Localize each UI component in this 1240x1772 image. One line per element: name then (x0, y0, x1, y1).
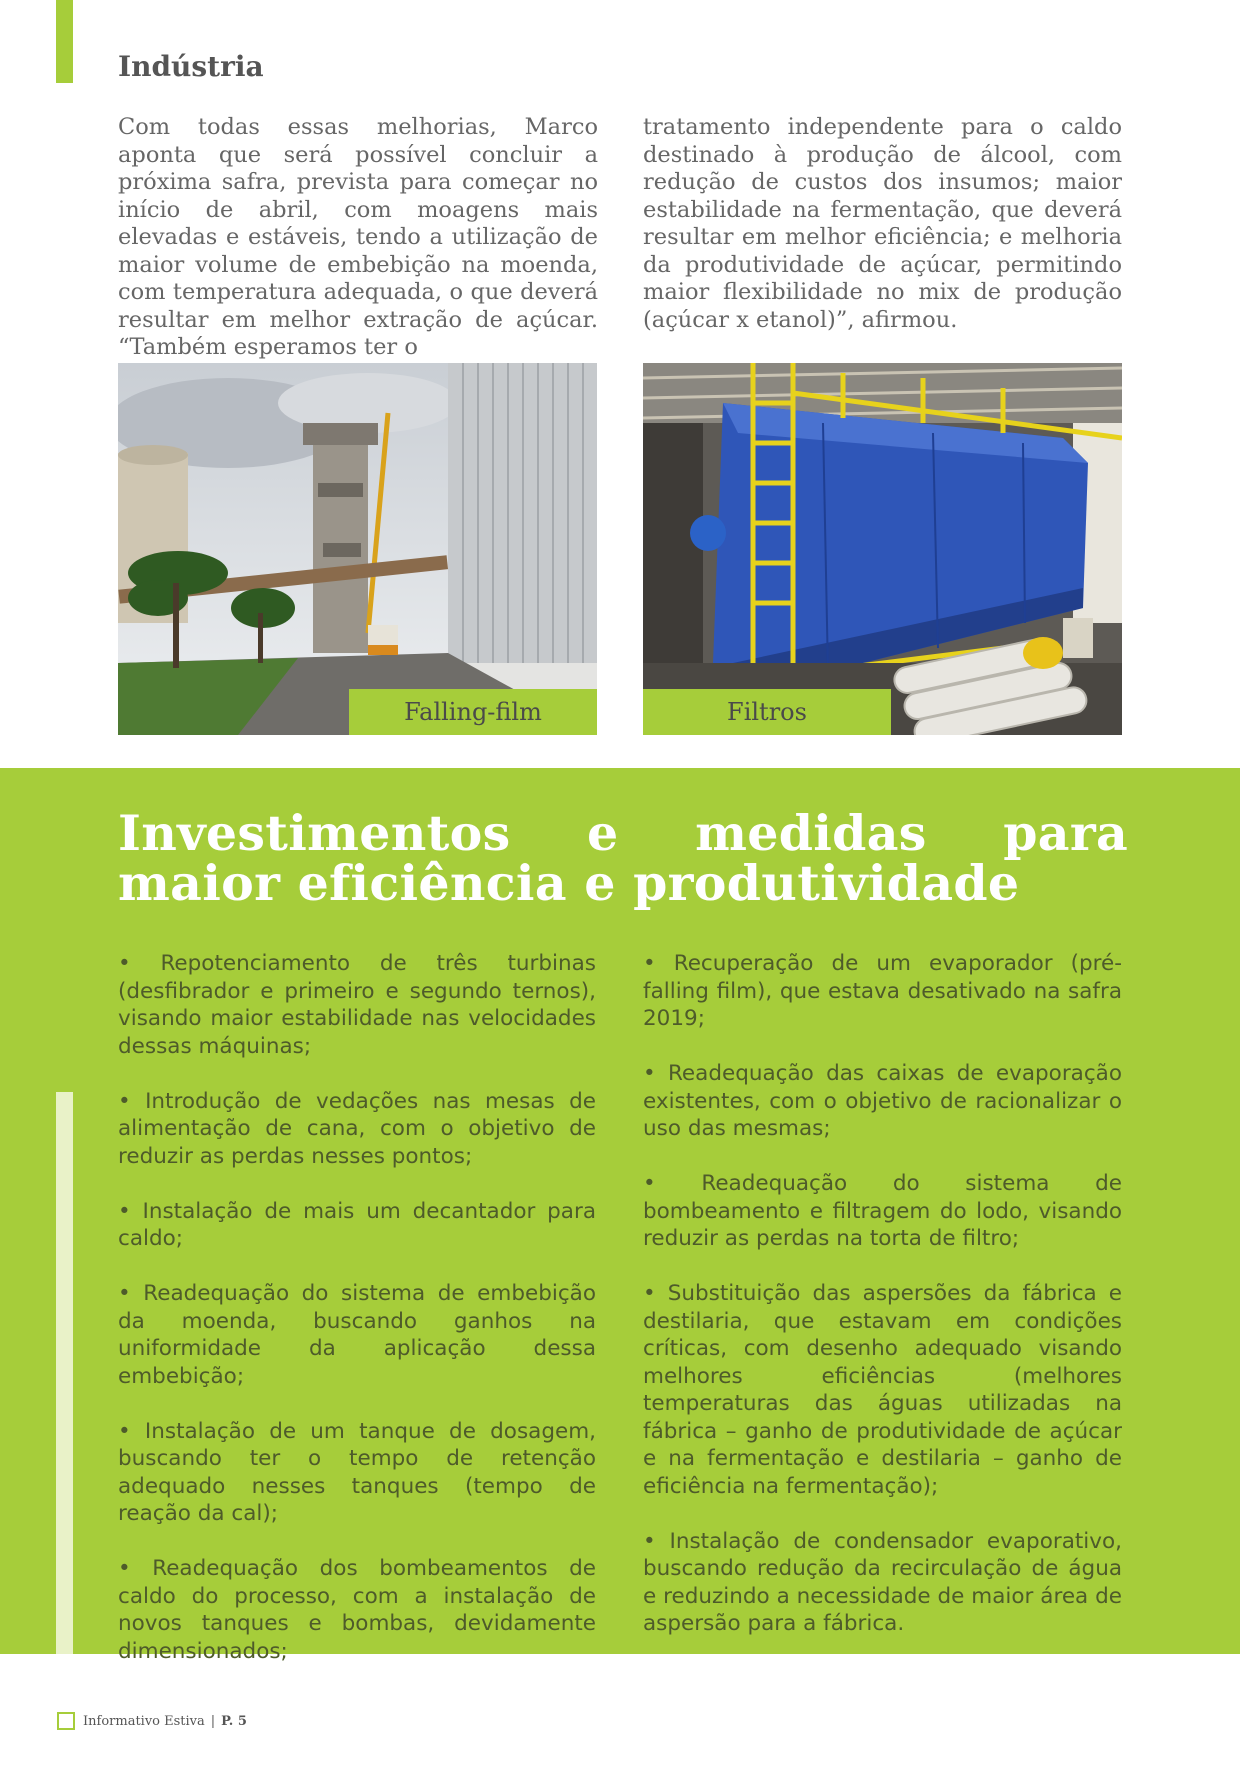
page-number: P. 5 (221, 1713, 247, 1729)
page-footer (57, 1712, 247, 1730)
list-item: • Substituição das aspersões da fábrica e destilaria, que estavam em condições críticas, com desenho adequado visando melhores eficiências (melhores temperaturas das águas utilizadas na fábrica – ganho de produtividade de açúcar e na fermentação e destilaria – ganho de eficiência na fermentação); (643, 1281, 1122, 1499)
panel-heading: Investimentos e medidas para maior eficiência e produtividade (118, 804, 1128, 912)
list-item: • Readequação das caixas de evaporação existentes, com o objetivo de racionalizar o uso das mesmas; (643, 1061, 1122, 1141)
photo-falling-film (118, 363, 597, 735)
intro-text-left: Com todas essas melhorias, Marco aponta que será possível concluir a próxima safra, prevista para começar no início de abril, com moagens mais elevadas e estáveis, tendo a utilização de maior volume de embebição na moenda, com temperatura adequada, o que deverá resultar em melhor extração de açúcar. “Também esperamos ter o (118, 114, 598, 360)
list-item: • Readequação do sistema de embebição da moenda, buscando ganhos na uniformidade da aplicação dessa embebição; (118, 1281, 596, 1389)
bullet-list-right (643, 950, 1122, 1665)
list-item: • Introdução de vedações nas mesas de alimentação de cana, com o objetivo de reduzir as perdas nesses pontos; (118, 1088, 596, 1169)
footer-publication: Informativo Estiva (83, 1713, 205, 1729)
filtros-image (643, 363, 1122, 735)
panel-accent-stripe (56, 1092, 73, 1654)
list-item: • Instalação de um tanque de dosagem, buscando ter o tempo de retenção adequado nesses tanques (tempo de reação da cal); (118, 1418, 596, 1526)
top-accent-bar (56, 0, 73, 83)
list-item: • Readequação dos bombeamentos de caldo do processo, com a instalação de novos tanques e bombas, devidamente dimensionados; (118, 1556, 596, 1664)
bullet-list-left (118, 950, 596, 1693)
section-title: Indústria (118, 50, 264, 83)
list-item: • Instalação de condensador evaporativo, buscando redução da recirculação de água e reduzindo a necessidade de maior área de aspersão para a fábrica. (643, 1528, 1122, 1636)
list-item: • Repotenciamento de três turbinas (desfibrador e primeiro e segundo ternos), visando maior estabilidade nas velocidades dessas máquinas; (118, 951, 596, 1059)
investments-panel (0, 768, 1240, 1664)
intro-text-right: tratamento independente para o caldo destinado à produção de álcool, com redução de custos dos insumos; maior estabilidade na fermentação, que deverá resultar em melhor eficiência; e melhoria da produtividade de açúcar, permitindo maior flexibilidade no mix de produção (açúcar x etanol)”, afirmou. (643, 114, 1122, 333)
photo-caption-falling-film: Falling-film (349, 689, 597, 735)
photo-filtros (643, 363, 1122, 735)
falling-film-image (118, 363, 597, 735)
list-item: • Readequação do sistema de bombeamento e filtragem do lodo, visando reduzir as perdas na torta de filtro; (643, 1171, 1122, 1251)
list-item: • Instalação de mais um decantador para caldo; (118, 1198, 596, 1251)
footer-separator: | (210, 1713, 216, 1729)
list-item: • Recuperação de um evaporador (pré-falling film), que estava desativado na safra 2019; (643, 951, 1122, 1031)
photo-caption-filtros: Filtros (643, 689, 891, 735)
footer-square-icon (57, 1712, 75, 1730)
